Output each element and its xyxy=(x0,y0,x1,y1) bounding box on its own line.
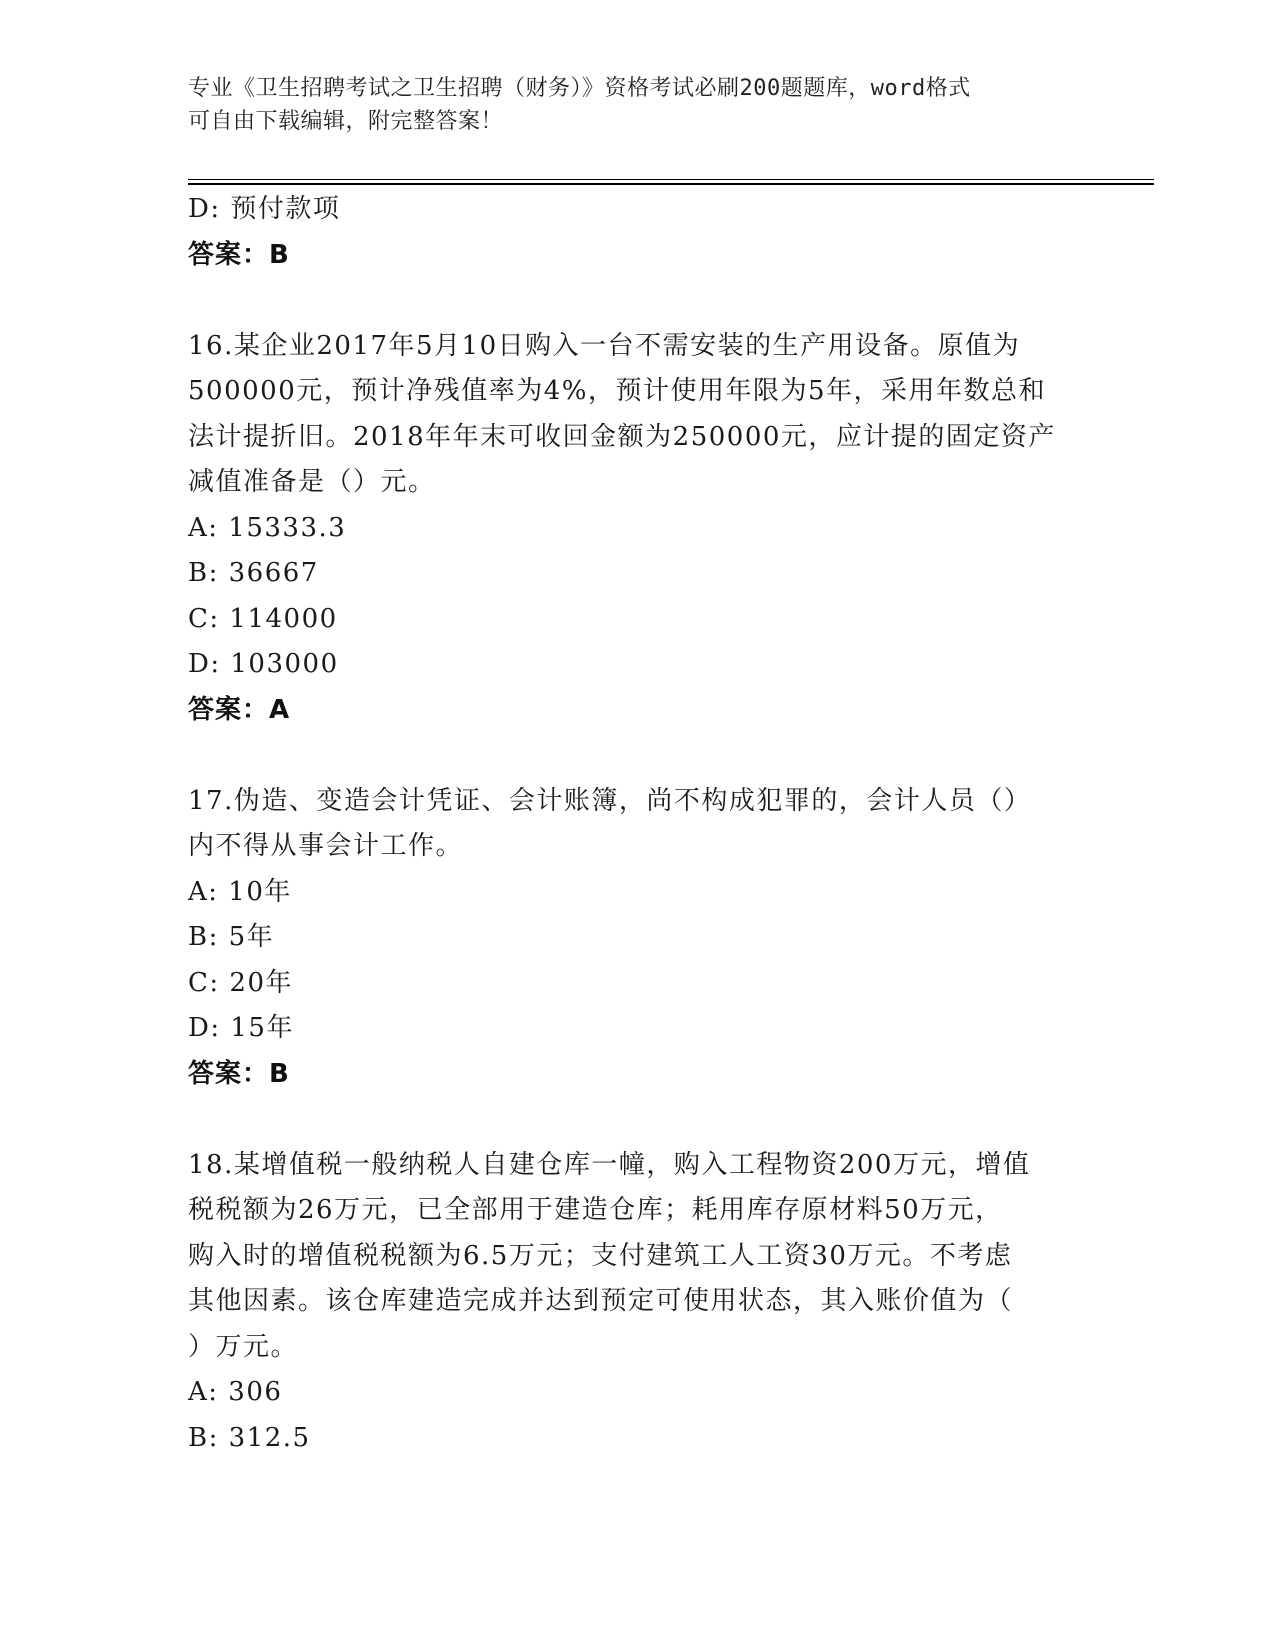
answer-line: 答案：B xyxy=(188,1058,290,1089)
question-18 xyxy=(188,1143,1088,1462)
previous-question-tail xyxy=(188,187,1088,278)
question-text-line: 税税额为26万元，已全部用于建造仓库；耗用库存原材料50万元， xyxy=(188,1195,1003,1225)
spacer xyxy=(188,733,1088,779)
header-line-2: 可自由下载编辑，附完整答案！ xyxy=(188,109,504,134)
option-a: A: 10年 xyxy=(188,876,292,907)
option-b: B: 36667 xyxy=(188,558,319,588)
question-16 xyxy=(188,324,1088,734)
option-d: D: 预付款项 xyxy=(188,194,341,224)
question-text-line: 16.某企业2017年5月10日购入一台不需安装的生产用设备。原值为 xyxy=(188,330,1021,361)
question-text-line: 购入时的增值税税额为6.5万元；支付建筑工人工资30万元。不考虑 xyxy=(188,1240,1013,1271)
answer-line: 答案：B xyxy=(188,239,290,270)
header-line-1: 专业《卫生招聘考试之卫生招聘（财务）》资格考试必刷200题题库，word格式 xyxy=(188,76,971,101)
option-b: B: 5年 xyxy=(188,922,275,952)
option-a: A: 306 xyxy=(188,1377,283,1407)
answer-line: 答案：A xyxy=(188,694,291,725)
question-text-line: 内不得从事会计工作。 xyxy=(188,831,464,861)
option-b: B: 312.5 xyxy=(188,1422,311,1453)
header-rule-thick xyxy=(188,183,1154,185)
question-text-line: 其他因素。该仓库建造完成并达到预定可使用状态，其入账价值为（ xyxy=(188,1286,1014,1316)
question-list xyxy=(188,187,1088,1461)
option-d: D: 15年 xyxy=(188,1013,294,1043)
question-text-line: 法计提折旧。2018年年末可收回金额为250000元，应计提的固定资产 xyxy=(188,421,1056,452)
spacer xyxy=(188,1097,1088,1143)
question-text-line: 500000元，预计净残值率为4%，预计使用年限为5年，采用年数总和 xyxy=(188,376,1047,406)
question-text-line: ）万元。 xyxy=(188,1331,299,1362)
question-17 xyxy=(188,779,1088,1098)
option-d: D: 103000 xyxy=(188,649,339,679)
option-c: C: 114000 xyxy=(188,603,338,634)
option-c: C: 20年 xyxy=(188,967,294,998)
question-text-line: 17.伪造、变造会计凭证、会计账簿，尚不构成犯罪的，会计人员（） xyxy=(188,785,1032,816)
header-rule-thin xyxy=(188,179,1154,180)
question-text-line: 18.某增值税一般纳税人自建仓库一幢，购入工程物资200万元，增值 xyxy=(188,1149,1031,1180)
spacer xyxy=(188,278,1088,324)
question-text-line: 减值准备是（）元。 xyxy=(188,467,436,497)
option-a: A: 15333.3 xyxy=(188,512,347,543)
page-header xyxy=(188,72,1068,138)
